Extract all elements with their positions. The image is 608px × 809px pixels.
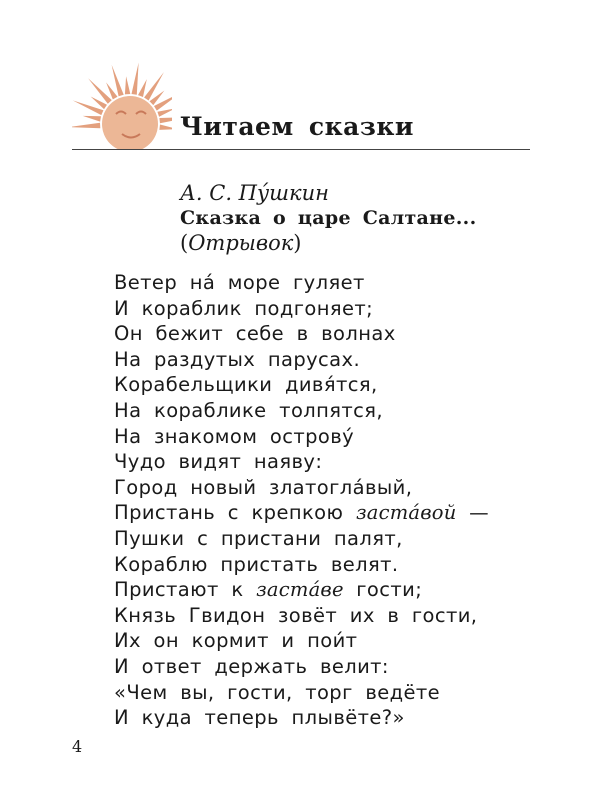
poem-line bbox=[114, 398, 489, 424]
sun-ray bbox=[83, 116, 101, 122]
poem-line-text: На кораблике толпятся, bbox=[114, 398, 384, 422]
sun-ray bbox=[138, 79, 147, 97]
poem-line-text: Кораблю пристать велят. bbox=[114, 552, 399, 576]
sun-ray bbox=[72, 123, 100, 128]
poem-line-text: Пушки с пристани палят, bbox=[114, 526, 403, 550]
poem-line-text: Пристают к bbox=[114, 578, 257, 602]
excerpt-label: Отрывок bbox=[188, 231, 294, 255]
poem-line-text: И куда теперь плывёте?» bbox=[114, 706, 405, 730]
sun-decoration-icon bbox=[72, 60, 172, 152]
poem-line-text: Корабельщики дивя́тся, bbox=[114, 373, 378, 397]
page-title: Читаем сказки bbox=[180, 112, 414, 141]
poem-line bbox=[114, 347, 489, 373]
sun-ray bbox=[112, 65, 124, 97]
poem-text bbox=[114, 270, 489, 731]
poem-line bbox=[114, 500, 489, 526]
poem-line bbox=[114, 449, 489, 475]
sun-ray bbox=[154, 92, 172, 111]
sun-ray bbox=[132, 63, 139, 95]
poem-line-text: И кораблик подгоняет; bbox=[114, 296, 374, 320]
poem-line bbox=[114, 372, 489, 398]
poem-line bbox=[114, 526, 489, 552]
poem-line bbox=[114, 705, 489, 731]
sun-ray bbox=[157, 108, 172, 117]
header-divider bbox=[72, 149, 530, 150]
poem-line-text: Ветер на́ море гуляет bbox=[114, 271, 365, 294]
author-name: А. С. Пу́шкин bbox=[180, 181, 329, 205]
sun-ray bbox=[144, 72, 164, 100]
poem-line bbox=[114, 424, 489, 450]
sun-ray bbox=[125, 76, 130, 94]
poem-line-text: На раздутых парусах. bbox=[114, 347, 361, 371]
poem-line bbox=[114, 603, 489, 629]
sun-ray bbox=[88, 78, 112, 104]
poem-line bbox=[114, 475, 489, 501]
poem-line bbox=[114, 296, 489, 322]
poem-line-text: гости; bbox=[343, 578, 423, 602]
poem-line bbox=[114, 321, 489, 347]
poem-line bbox=[114, 680, 489, 706]
poem-line-text: «Чем вы, гости, торг ведёте bbox=[114, 680, 441, 704]
poem-line-italic-word: заста́ве bbox=[256, 578, 344, 602]
sun-ray bbox=[159, 125, 172, 130]
poem-line-text: Он бежит себе в волнах bbox=[114, 322, 396, 346]
poem-line-text: Чудо видят наяву: bbox=[114, 450, 323, 474]
poem-line bbox=[114, 552, 489, 578]
page-number: 4 bbox=[72, 737, 83, 756]
poem-line bbox=[114, 654, 489, 680]
poem-line bbox=[114, 270, 489, 296]
poem-line-text: На знакомом острову́ bbox=[114, 424, 355, 448]
poem-line bbox=[114, 577, 489, 603]
poem-line-text: И ответ держать велит: bbox=[114, 654, 389, 678]
poem-line-text: Пристань с крепкою bbox=[114, 501, 356, 525]
poem-line-text: — bbox=[456, 501, 489, 525]
poem-line-text: Их он кормит и пои́т bbox=[114, 629, 358, 653]
poem-line-text: Город новый златогла́вый, bbox=[114, 475, 413, 499]
poem-line-text: Князь Гвидон зовёт их в гости, bbox=[114, 603, 478, 627]
excerpt-note: (Отрывок) bbox=[180, 231, 302, 255]
work-title: Сказка о царе Салтане... bbox=[180, 207, 477, 229]
poem-line-italic-word: заста́вой bbox=[355, 501, 457, 525]
sun-ray bbox=[159, 117, 172, 123]
poem-line bbox=[114, 628, 489, 654]
